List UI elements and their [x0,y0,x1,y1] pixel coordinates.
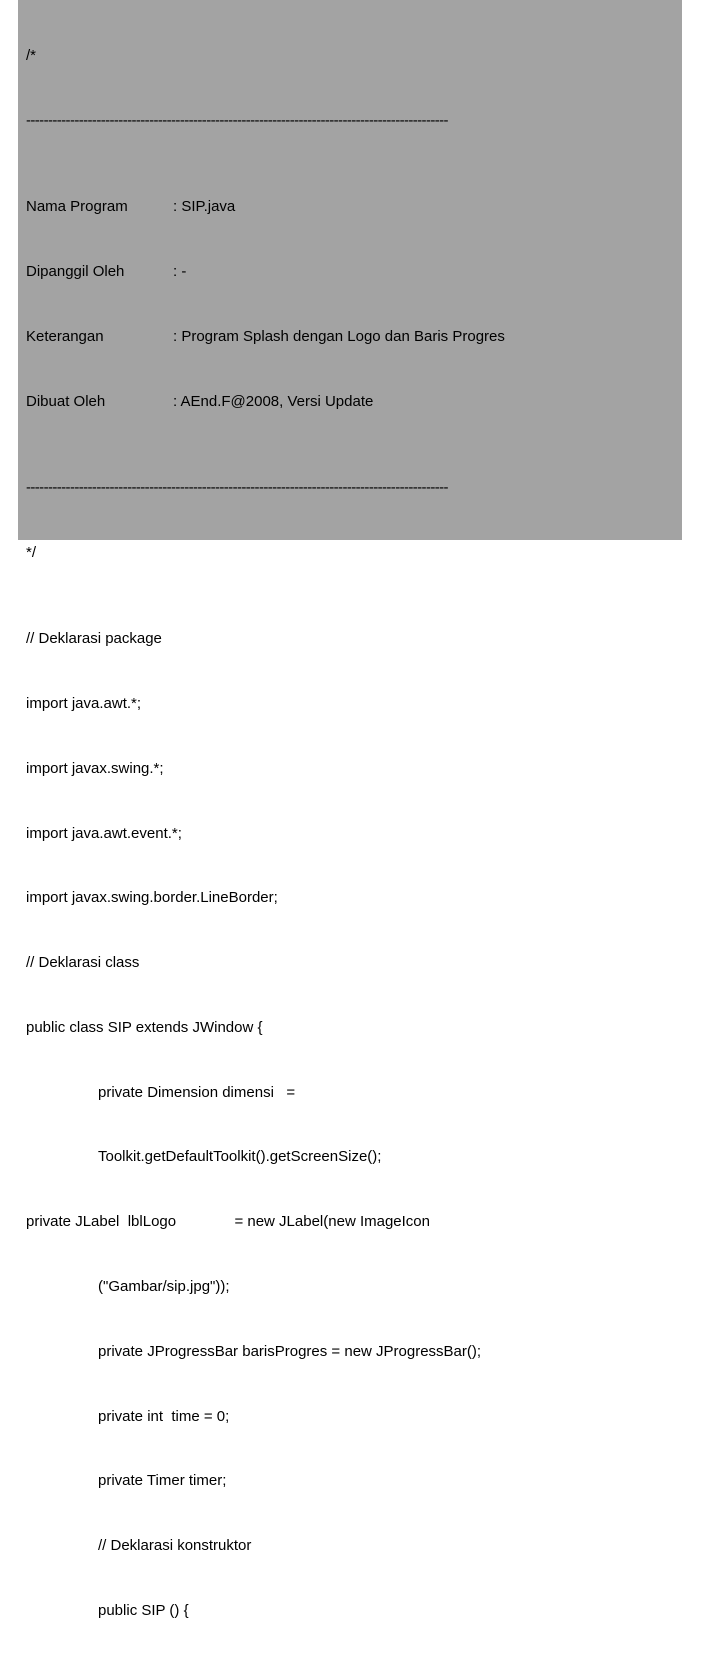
header-label: Nama Program [26,198,128,216]
header-value: : AEnd.F@2008, Versi Update [173,392,374,410]
code-line: // Deklarasi package [26,630,162,648]
code-line: private JProgressBar barisProgres = new JProgressBar(); [98,1342,482,1360]
header-field-description [26,326,682,348]
header-value: : Program Splash dengan Logo dan Baris Progres [173,327,505,345]
code-line: private int time = 0; [98,1407,230,1425]
comment-rule-bottom: ------------------------------------------------------------------------------------------------ [26,479,448,497]
code-line: ("Gambar/sip.jpg")); [98,1278,230,1296]
code-line: private JLabel lblLogo = new JLabel(new ImageIcon [26,1213,430,1231]
code-line: public class SIP extends JWindow { [26,1018,263,1036]
code-line: // Deklarasi class [26,954,140,972]
header-field-caller [26,261,682,283]
code-line: import java.awt.event.*; [26,824,182,842]
code-line: // Deklarasi konstruktor [98,1537,252,1555]
code-line: Toolkit.getDefaultToolkit().getScreenSize(); [98,1148,382,1166]
header-label: Dibuat Oleh [26,392,106,410]
header-field-program [26,196,682,218]
code-line: private Dimension dimensi = [98,1083,296,1101]
comment-close: */ [26,543,37,561]
header-label: Keterangan [26,327,104,345]
code-line: import java.awt.*; [26,695,142,712]
header-value: : - [173,263,187,281]
code-line: import javax.swing.*; [26,759,164,777]
code-line: public SIP () { [98,1601,189,1619]
comment-open: /* [26,47,37,65]
code-line: private Timer timer; [98,1472,227,1490]
header-value: : SIP.java [173,198,236,216]
code-document [18,0,682,1619]
header-field-author [26,391,682,413]
header-label: Dipanggil Oleh [26,263,125,281]
code-line: import javax.swing.border.LineBorder; [26,889,278,907]
comment-rule-top: ------------------------------------------------------------------------------------------------ [26,111,448,129]
source-code [26,2,682,1665]
